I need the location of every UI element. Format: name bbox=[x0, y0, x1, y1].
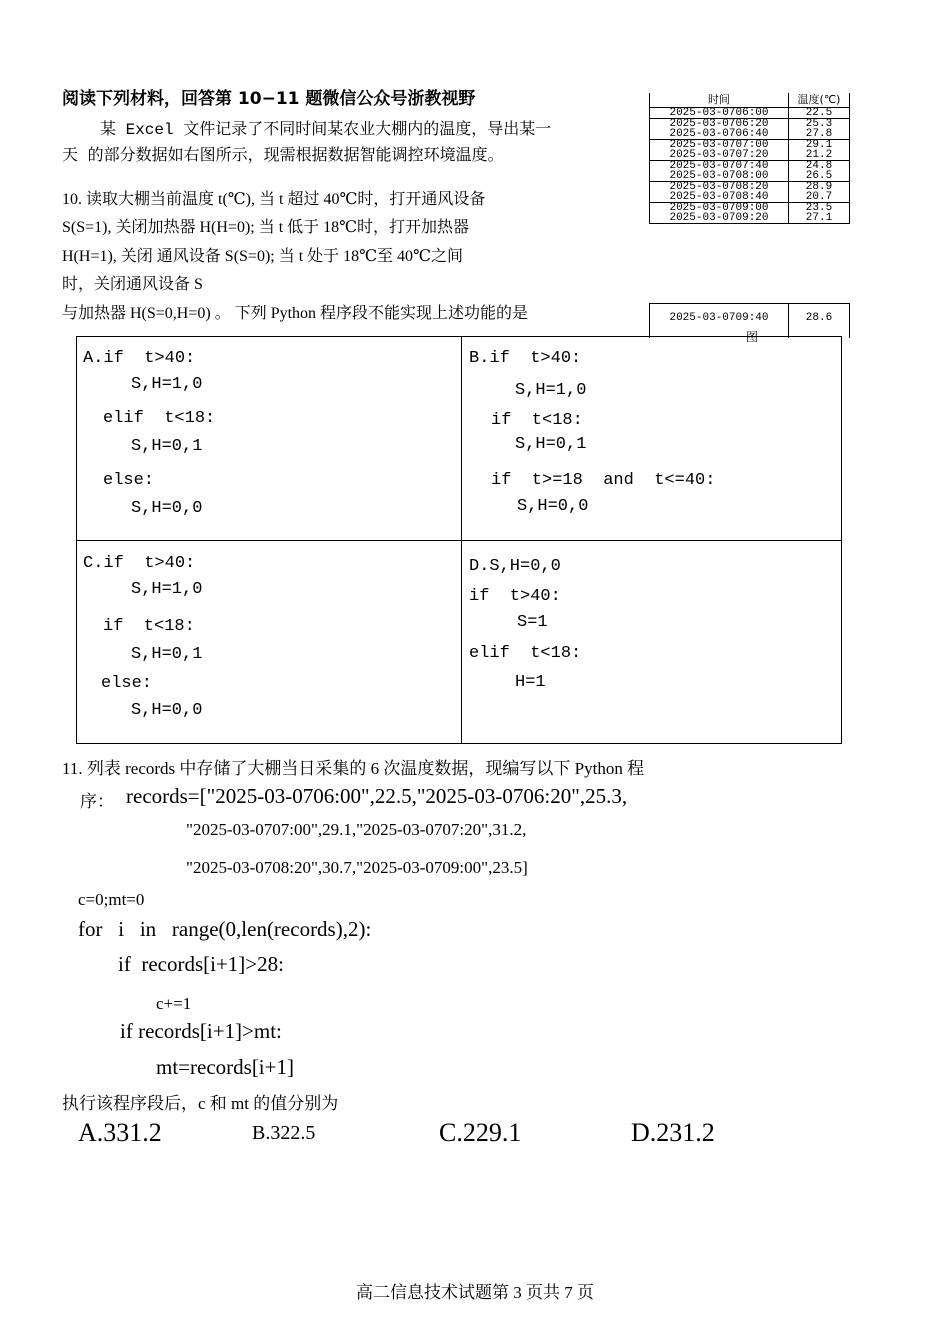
table-cell-temp: 26.5 bbox=[789, 171, 850, 182]
q10-line-1: 10. 读取大棚当前温度 t(℃), 当 t 超过 40℃时，打开通风设备 bbox=[62, 191, 486, 208]
table-cell-time: 2025-03-0708:40 bbox=[650, 192, 789, 203]
q10-line-5: 与加热器 H(S=0,H=0) 。 下列 Python 程序段不能实现上述功能的是 bbox=[62, 305, 529, 322]
table-cell-time: 2025-03-0707:00 bbox=[650, 140, 789, 151]
table-row bbox=[650, 192, 850, 203]
table-cell-time: 2025-03-0706:00 bbox=[650, 108, 789, 119]
option-a-line-6: S,H=0,0 bbox=[131, 499, 203, 518]
option-d-line-4: elif t<18: bbox=[469, 644, 582, 663]
option-c-line-2: S,H=1,0 bbox=[131, 580, 203, 599]
table-cell-time: 2025-03-0707:20 bbox=[650, 150, 789, 161]
q11-code-line-5: for i in range(0,len(records),2): bbox=[78, 917, 372, 941]
table-header-time: 时间 bbox=[650, 93, 789, 108]
option-c-line-5: else: bbox=[101, 674, 153, 693]
table-cell-time: 2025-03-0709:00 bbox=[650, 203, 789, 214]
q11-code-line-9: mt=records[i+1] bbox=[156, 1055, 294, 1079]
page-footer: 高二信息技术试题第 3 页共 7 页 bbox=[356, 1283, 594, 1302]
table-row bbox=[650, 108, 850, 119]
table-caption: 图 bbox=[746, 330, 759, 344]
intro-line-1: 某 Excel 文件记录了不同时间某农业大棚内的温度，导出某一 bbox=[100, 121, 552, 139]
q11-answer-a: A.331.2 bbox=[78, 1118, 162, 1147]
q11-code-line-7: c+=1 bbox=[156, 994, 192, 1013]
q10-line-3: H(H=1), 关闭 通风设备 S(S=0); 当 t 处于 18℃至 40℃之间 bbox=[62, 248, 463, 265]
option-d-line-1: D.S,H=0,0 bbox=[469, 557, 561, 576]
table-cell-temp: 29.1 bbox=[789, 140, 850, 151]
table-cell-temp: 28.9 bbox=[789, 182, 850, 193]
option-a-line-2: S,H=1,0 bbox=[131, 375, 203, 394]
option-c-line-1: C.if t>40: bbox=[83, 554, 196, 573]
table-cell-temp: 27.8 bbox=[789, 129, 850, 140]
option-c-line-6: S,H=0,0 bbox=[131, 701, 203, 720]
table-header-temp: 温度(℃) bbox=[789, 93, 850, 108]
option-b-line-2: S,H=1,0 bbox=[515, 381, 587, 400]
q11-question: 执行该程序段后，c 和 mt 的值分别为 bbox=[62, 1094, 339, 1113]
table-cell-time: 2025-03-0709:40 bbox=[650, 304, 789, 339]
option-c-line-3: if t<18: bbox=[103, 617, 195, 636]
q11-code-line-3: "2025-03-0708:20",30.7,"2025-03-0709:00",23.5] bbox=[186, 858, 528, 877]
option-b-line-4: S,H=0,1 bbox=[515, 435, 587, 454]
q11-code-line-2: "2025-03-0707:00",29.1,"2025-03-0707:20",31.2, bbox=[186, 820, 527, 839]
q11-code-line-4: c=0;mt=0 bbox=[78, 890, 145, 909]
option-b-line-1: B.if t>40: bbox=[469, 349, 582, 368]
option-d-line-5: H=1 bbox=[515, 673, 546, 692]
grid-divider-horizontal bbox=[77, 540, 841, 541]
table-cell-time: 2025-03-0706:20 bbox=[650, 119, 789, 130]
q11-code-line-8: if records[i+1]>mt: bbox=[120, 1019, 282, 1043]
q11-answer-d: D.231.2 bbox=[631, 1118, 715, 1147]
option-a-line-4: S,H=0,1 bbox=[131, 437, 203, 456]
table-cell-temp: 21.2 bbox=[789, 150, 850, 161]
table-row bbox=[650, 171, 850, 182]
q11-answer-c: C.229.1 bbox=[439, 1118, 522, 1147]
table-cell-temp: 20.7 bbox=[789, 192, 850, 203]
table-cell-temp: 23.5 bbox=[789, 203, 850, 214]
option-d-line-2: if t>40: bbox=[469, 587, 561, 606]
temperature-table bbox=[649, 93, 850, 224]
option-d-line-3: S=1 bbox=[517, 613, 548, 632]
q10-line-2: S(S=1), 关闭加热器 H(H=0); 当 t 低于 18℃时，打开加热器 bbox=[62, 219, 470, 236]
q10-options-grid bbox=[76, 330, 842, 744]
table-cell-time: 2025-03-0707:40 bbox=[650, 161, 789, 172]
option-a-line-3: elif t<18: bbox=[103, 409, 216, 428]
table-row bbox=[650, 150, 850, 161]
table-row bbox=[650, 129, 850, 140]
q11-code-line-1: records=["2025-03-0706:00",22.5,"2025-03-0706:20",25.3, bbox=[126, 784, 628, 808]
table-cell-time: 2025-03-0708:00 bbox=[650, 171, 789, 182]
table-cell-time: 2025-03-0709:20 bbox=[650, 213, 789, 224]
q11-line-1: 11. 列表 records 中存储了大棚当日采集的 6 次温度数据，现编写以下 Python 程 bbox=[62, 759, 645, 778]
option-b-line-3: if t<18: bbox=[491, 411, 583, 430]
table-cell-time: 2025-03-0708:20 bbox=[650, 182, 789, 193]
q11-code-line-6: if records[i+1]>28: bbox=[118, 952, 284, 976]
q10-line-4: 时，关闭通风设备 S bbox=[62, 276, 203, 293]
option-c-line-4: S,H=0,1 bbox=[131, 645, 203, 664]
table-cell-temp: 24.8 bbox=[789, 161, 850, 172]
table-cell-temp: 25.3 bbox=[789, 119, 850, 130]
table-cell-temp: 27.1 bbox=[789, 213, 850, 224]
option-b-line-6: S,H=0,0 bbox=[517, 497, 589, 516]
table-cell-temp: 22.5 bbox=[789, 108, 850, 119]
q11-program-label: 序： bbox=[80, 792, 114, 811]
option-a-line-5: else: bbox=[103, 471, 155, 490]
table-row bbox=[650, 213, 850, 224]
table-cell-temp: 28.6 bbox=[789, 304, 850, 339]
table-cell-time: 2025-03-0706:40 bbox=[650, 129, 789, 140]
intro-line-2: 天 的部分数据如右图所示，现需根据数据智能调控环境温度。 bbox=[62, 147, 504, 165]
section-heading: 阅读下列材料，回答第 10−11 题微信公众号浙教视野 bbox=[62, 89, 476, 109]
option-b-line-5: if t>=18 and t<=40: bbox=[491, 471, 716, 490]
option-a-line-1: A.if t>40: bbox=[83, 349, 196, 368]
q11-answer-b: B.322.5 bbox=[252, 1122, 316, 1144]
